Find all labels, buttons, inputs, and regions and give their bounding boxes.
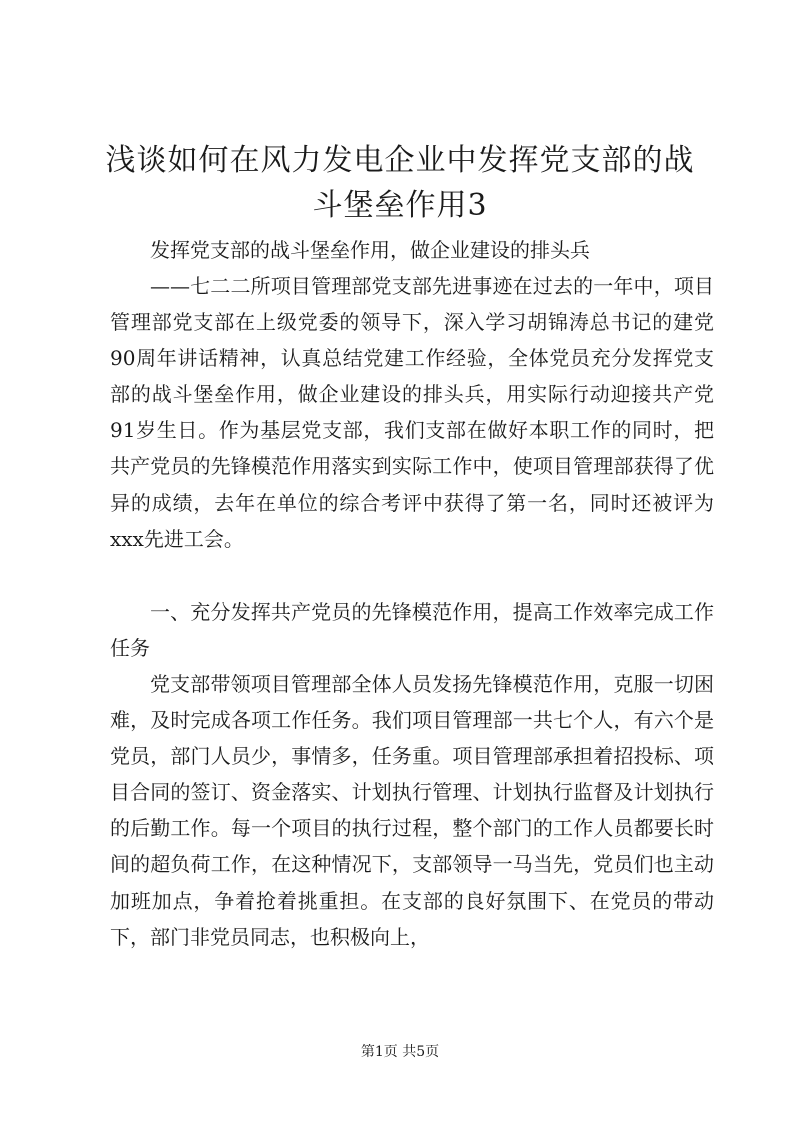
section-heading-1: 一、充分发挥共产党员的先锋模范作用，提高工作效率完成工作任务: [110, 600, 714, 661]
page-number-footer: 第1页 共5页: [360, 1044, 440, 1060]
subtitle-paragraph: 发挥党支部的战斗堡垒作用，做企业建设的排头兵: [150, 238, 590, 262]
document-title: 浅谈如何在风力发电企业中发挥党支部的战斗堡垒作用3: [105, 143, 695, 223]
body-paragraph-1: ——七二二所项目管理部党支部先进事迹在过去的一年中，项目管理部党支部在上级党委的领导下，深入学习胡锦涛总书记的建党90周年讲话精神，认真总结党建工作经验，全体党员充分发挥党支部的战斗堡垒作用，做企业建设的排头兵，用实际行动迎接共产党91岁生日。作为基层党支部，我们支部在做好本职工作的同时，把共产党员的先锋模范作用落实到实际工作中，使项目管理部获得了优异的成绩，去年在单位的综合考评中获得了第一名，同时还被评为xxx先进工会。: [110, 274, 714, 551]
body-paragraph-2: 党支部带领项目管理部全体人员发扬先锋模范作用，克服一切困难，及时完成各项工作任务。我们项目管理部一共七个人，有六个是党员，部门人员少，事情多，任务重。项目管理部承担着招投标、项目合同的签订、资金落实、计划执行管理、计划执行监督及计划执行的后勤工作。每一个项目的执行过程，整个部门的工作人员都要长时间的超负荷工作，在这种情况下，支部领导一马当先，党员们也主动加班加点，争着抢着挑重担。在支部的良好氛围下、在党员的带动下，部门非党员同志，也积极向上，: [110, 672, 714, 949]
